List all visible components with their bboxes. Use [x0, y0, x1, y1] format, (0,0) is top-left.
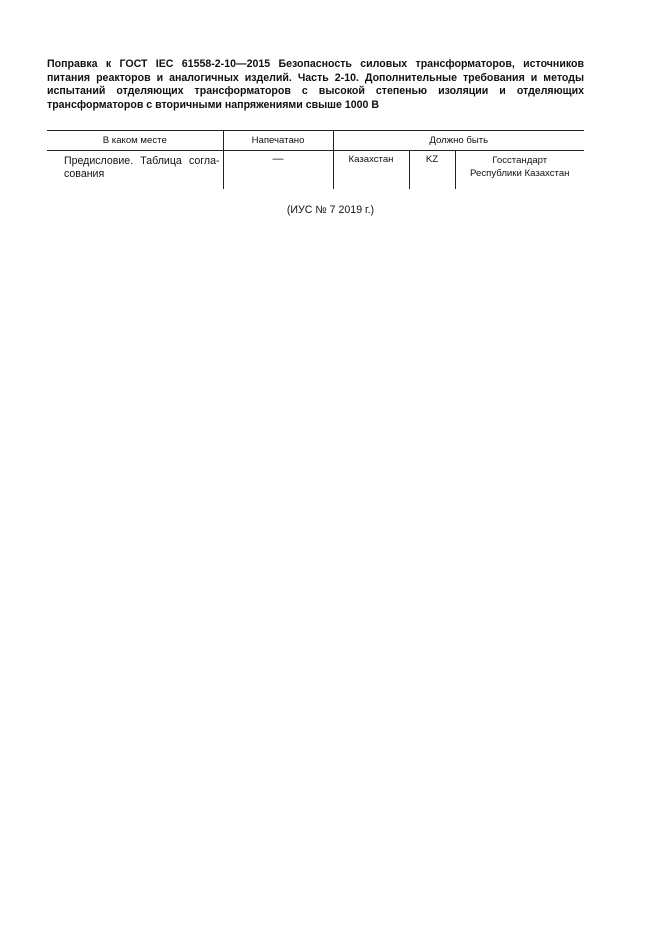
organization-line-1: Госстандарт	[492, 155, 548, 166]
cell-country: Казахстан	[333, 151, 409, 190]
cell-printed: —	[223, 151, 333, 190]
amendment-table	[47, 130, 584, 189]
header-place: В каком месте	[47, 131, 223, 151]
header-should-be: Должно быть	[333, 131, 584, 151]
header-printed: Напечатано	[223, 131, 333, 151]
table-header-row	[47, 131, 584, 151]
amendment-title: Поправка к ГОСТ IEC 61558-2-10—2015 Безопасность силовых трансформаторов, источников питания реакторов и аналогичных изделий. Часть 2-10. Дополнительные требования и методы испытаний отделяющих трансформаторов с высокой степенью изоляции и отделяющих трансформаторов с вторичными напряжениями свыше 1000 В	[47, 58, 584, 111]
cell-country-code: KZ	[409, 151, 455, 190]
organization-line-2: Республики Казахстан	[470, 168, 570, 179]
table-row	[47, 151, 584, 190]
cell-place: Предисловие. Таблица согла-сования	[64, 155, 220, 180]
publication-reference: (ИУС № 7 2019 г.)	[286, 204, 375, 216]
cell-organization	[455, 151, 584, 190]
